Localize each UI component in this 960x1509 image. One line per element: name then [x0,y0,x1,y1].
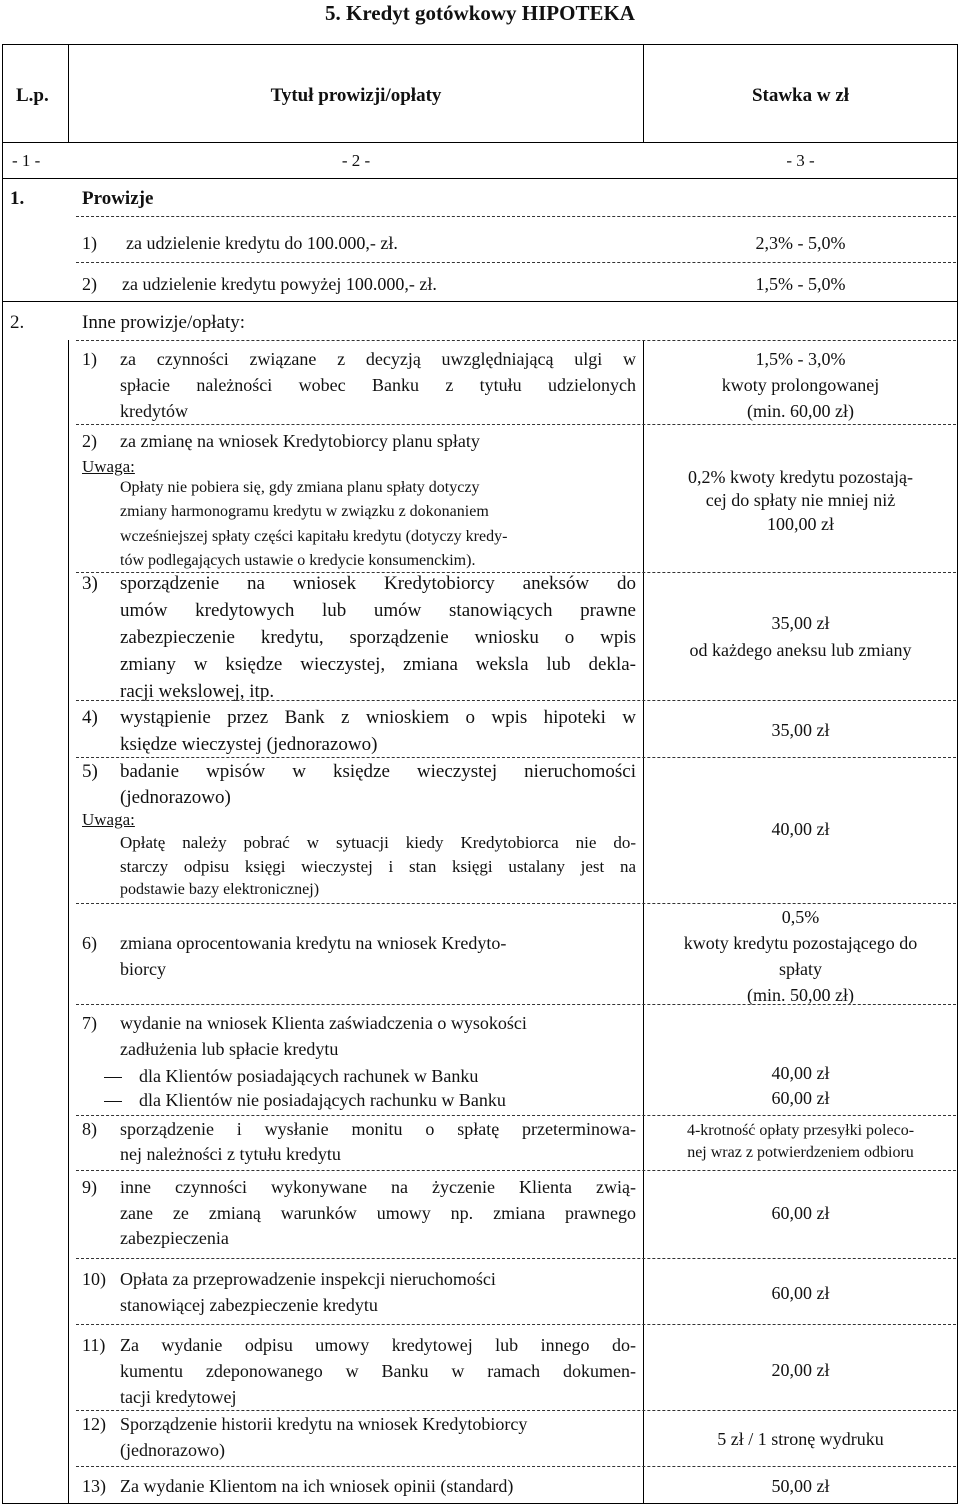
item3-text-line5: racji wekslowej, itp. [120,681,275,702]
section1-item1-rate: 2,3% - 5,0% [755,233,846,253]
section1-item1-text: za udzielenie kredytu do 100.000,- zł. [126,233,398,253]
table-border-top [2,44,958,45]
item7-sub1: dla Klientów posiadających rachunek w Banku [139,1066,479,1086]
item2-note-line2: zmiany harmonogramu kredytu w związku z dokonaniem [120,503,489,520]
item7-text-line2: zadłużenia lub spłacie kredytu [120,1039,339,1059]
table-border-bottom [2,1503,958,1504]
item1-number: 1) [82,349,97,369]
item6-rate-line2: kwoty kredytu pozostającego do [683,933,918,953]
row-divider [76,262,956,263]
table-border-left [2,44,3,1504]
row-divider [76,216,956,217]
item11-rate: 20,00 zł [771,1360,830,1380]
item5-note-line1: Opłatę należy pobrać w sytuacji kiedy Kredytobiorca nie do- [120,833,636,852]
item9-text-line1: inne czynności wykonywane na życzenie Klienta zwią- [120,1177,636,1197]
page-title: 5. Kredyt gotówkowy HIPOTEKA [325,1,635,25]
header-rate: Stawka w zł [751,85,850,106]
item9-number: 9) [82,1177,97,1197]
item6-rate-line3: spłaty [779,959,822,979]
row-divider [76,1115,956,1116]
item5-note-line3: podstawie bazy elektronicznej) [120,881,320,898]
item2-rate-line3: 100,00 zł [767,514,834,534]
section1-item1-number: 1) [82,233,97,253]
item2-rate-line2: cej do spłaty nie mniej niż [705,490,896,510]
item12-text-line2: (jednorazowo) [120,1440,225,1460]
item12-rate: 5 zł / 1 stronę wydruku [717,1429,884,1449]
item11-number: 11) [82,1335,106,1355]
col-number-2: - 2 - [341,151,371,170]
item2-note-label: Uwaga: [82,457,135,476]
section1-item2-number: 2) [82,274,97,294]
left-inner-divider [68,340,69,1504]
item8-text-line1: sporządzenie i wysłanie monitu o spłatę przeterminowa- [120,1119,636,1139]
item6-text-line1: zmiana oprocentowania kredytu na wniosek Kredyto- [120,933,507,953]
section2-label: Inne prowizje/opłaty: [82,312,246,333]
item10-text-line1: Opłata za przeprowadzenie inspekcji nieruchomości [120,1269,496,1289]
item7-rate-line2: 60,00 zł [771,1088,830,1108]
row-divider [76,1004,956,1005]
section2-number: 2. [10,312,25,333]
row-divider [76,1410,956,1411]
item5-rate: 40,00 zł [771,819,830,839]
item11-text-line1: Za wydanie odpisu umowy kredytowej lub innego do- [120,1335,636,1355]
item10-number: 10) [82,1269,106,1289]
item5-note-label: Uwaga: [82,810,135,829]
item10-rate: 60,00 zł [771,1283,830,1303]
section-divider [2,301,958,302]
section1-item2-rate: 1,5% - 5,0% [755,274,846,294]
item7-number: 7) [82,1013,97,1033]
row-divider [76,1466,956,1467]
item9-text-line3: zabezpieczenia [120,1228,229,1248]
item3-text-line2: umów kredytowych lub umów stanowiących prawne [120,600,636,621]
item8-text-line2: nej należności z tytułu kredytu [120,1144,341,1164]
item1-text-line3: kredytów [120,401,188,421]
item6-text-line2: biorcy [120,959,166,979]
item6-number: 6) [82,933,97,953]
item4-number: 4) [82,707,98,728]
dash-bullet [104,1077,122,1078]
item2-text: za zmianę na wniosek Kredytobiorcy planu spłaty [120,431,480,451]
row-divider [76,757,956,758]
section1-item2-text: za udzielenie kredytu powyżej 100.000,- zł. [122,274,437,294]
item1-text-line2: spłacie należności wobec Banku z tytułu udzielonych [120,375,636,395]
item4-rate: 35,00 zł [771,720,830,740]
row-divider [76,700,956,701]
item13-rate: 50,00 zł [771,1476,830,1496]
item11-text-line2: kumentu zdeponowanego w Banku w ramach dokumen- [120,1361,636,1381]
item2-number: 2) [82,431,97,451]
item2-note-line4: tów podlegających ustawie o kredycie konsumenckim). [120,552,476,569]
item8-rate-line1: 4-krotność opłaty przesyłki poleco- [686,1122,915,1139]
item3-text-line4: zmiany w księdze wieczystej, zmiana weksla lub dekla- [120,654,636,675]
row-divider [76,1258,956,1259]
item3-number: 3) [82,573,98,594]
item4-text-line1: wystąpienie przez Bank z wnioskiem o wpis hipoteki w [120,707,636,728]
item2-note-line3: wcześniejszej spłaty części kapitału kredytu (dotyczy kredy- [120,528,508,545]
item5-text-line2: (jednorazowo) [120,787,231,808]
item2-rate-line1: 0,2% kwoty kredytu pozostają- [688,467,913,487]
row-divider [76,1170,956,1171]
item3-rate-line2: od każdego aneksu lub zmiany [689,640,912,660]
item10-text-line2: stanowiącej zabezpieczenie kredytu [120,1295,378,1315]
item12-text-line1: Sporządzenie historii kredytu na wniosek Kredytobiorcy [120,1414,528,1434]
item13-number: 13) [82,1476,106,1496]
dash-bullet [104,1101,122,1102]
header-title: Tytuł prowizji/opłaty [270,85,442,106]
item7-text-line1: wydanie na wniosek Klienta zaświadczenia o wysokości [120,1013,527,1033]
item5-note-line2: starczy odpisu księgi wieczystej i stan księgi ustalany jest na [120,857,636,876]
header-divider [2,142,958,143]
item7-rate-line1: 40,00 zł [771,1063,830,1083]
item1-rate-line3: (min. 60,00 zł) [747,401,854,421]
row-divider [76,424,956,425]
item6-rate-line1: 0,5% [781,907,820,927]
item8-number: 8) [82,1119,97,1139]
row-divider [76,1324,956,1325]
table-border-right [957,44,958,1504]
col-number-3: - 3 - [786,151,815,170]
item5-text-line1: badanie wpisów w księdze wieczystej nieruchomości [120,761,636,782]
colnum-divider [2,178,958,179]
item8-rate-line2: nej wraz z potwierdzeniem odbioru [687,1144,914,1161]
item9-text-line2: zane ze zmianą warunków umowy np. zmiana prawnego [120,1203,636,1223]
item3-text-line1: sporządzenie na wniosek Kredytobiorcy aneksów do [120,573,636,594]
item6-rate-line4: (min. 50,00 zł) [747,985,854,1005]
col-number-1: - 1 - [12,151,41,170]
item3-text-line3: zabezpieczenie kredytu, sporządzenie wniosku o wpis [120,627,636,648]
item7-sub2: dla Klientów nie posiadających rachunku w Banku [139,1090,506,1110]
section1-number: 1. [10,188,25,209]
section1-label: Prowizje [82,188,154,209]
item4-text-line2: księdze wieczystej (jednorazowo) [120,734,378,755]
item1-rate-line2: kwoty prolongowanej [721,375,880,395]
header-lp: L.p. [16,85,49,106]
item1-text-line1: za czynności związane z decyzją uwzględniającą ulgi w [120,349,636,369]
item11-text-line3: tacji kredytowej [120,1387,237,1407]
item5-number: 5) [82,761,98,782]
item2-note-line1: Opłaty nie pobiera się, gdy zmiana planu spłaty dotyczy [120,479,480,496]
item1-rate-line1: 1,5% - 3,0% [755,349,846,369]
item3-rate-line1: 35,00 zł [771,613,830,633]
item12-number: 12) [82,1414,106,1434]
item9-rate: 60,00 zł [771,1203,830,1223]
row-divider [76,903,956,904]
row-divider [76,340,956,341]
item13-text: Za wydanie Klientom na ich wniosek opinii (standard) [120,1476,514,1496]
